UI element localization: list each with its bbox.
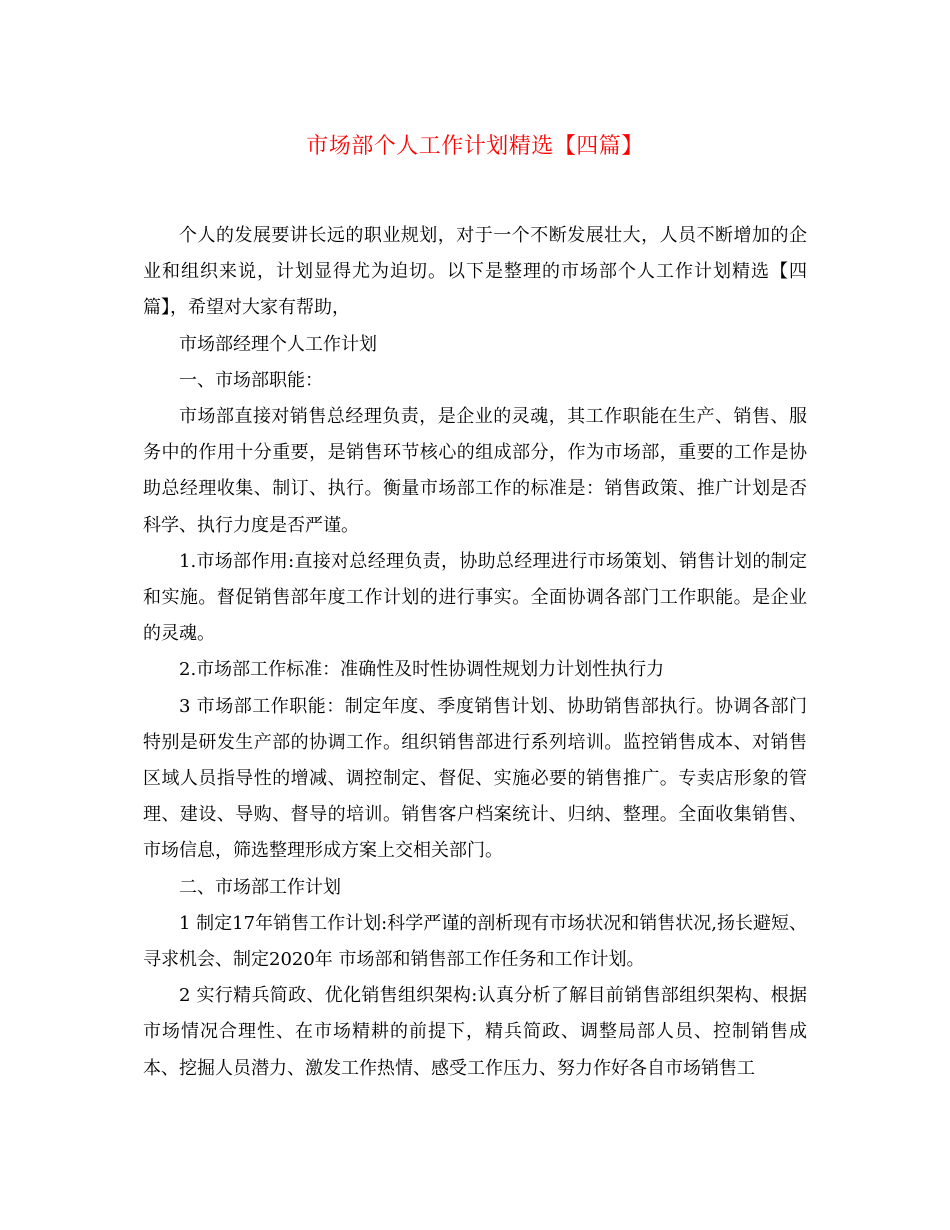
- paragraph: 二、市场部工作计划: [179, 876, 341, 898]
- paragraph: 2 实行精兵简政、优化销售组织架构:认真分析了解目前销售部组织架构、根据市场情况合理性、在市场精耕的前提下，精兵简政、调整局部人员、控制销售成本、挖掘人员潜力、激发工作热情、感受工作压力、努力作好各自市场销售工: [143, 985, 807, 1079]
- paragraph: 市场部直接对销售总经理负责，是企业的灵魂，其工作职能在生产、销售、服务中的作用十分重要，是销售环节核心的组成部分，作为市场部，重要的工作是协助总经理收集、制订、执行。衡量市场部工作的标准是：销售政策、推广计划是否科学、执行力度是否严谨。: [143, 406, 807, 536]
- paragraph: 一、市场部职能：: [179, 369, 323, 391]
- paragraph: 2.市场部工作标准：准确性及时性协调性规划力计划性执行力: [179, 659, 665, 681]
- paragraph: 1 制定17年销售工作计划:科学严谨的剖析现有市场状况和销售状况,扬长避短、寻求机会、制定2020年 市场部和销售部工作任务和工作计划。: [143, 912, 807, 971]
- paragraph: 市场部经理个人工作计划: [179, 333, 377, 355]
- paragraph: 1.市场部作用:直接对总经理负责，协助总经理进行市场策划、销售计划的制定和实施。督促销售部年度工作计划的进行事实。全面协调各部门工作职能。是企业的灵魂。: [143, 550, 807, 645]
- paragraph: 个人的发展要讲长远的职业规划，对于一个不断发展壮大，人员不断增加的企业和组织来说，计划显得尤为迫切。以下是整理的市场部个人工作计划精选【四篇】，希望对大家有帮助，: [143, 225, 807, 319]
- paragraph: 3 市场部工作职能：制定年度、季度销售计划、协助销售部执行。协调各部门特别是研发生产部的协调工作。组织销售部进行系列培训。监控销售成本、对销售区域人员指导性的增减、调控制定、督促、实施必要的销售推广。专卖店形象的管理、建设、导购、督导的培训。销售客户档案统计、归纳、整理。全面收集销售、市场信息，筛选整理形成方案上交相关部门。: [143, 695, 807, 862]
- document-body: [143, 218, 807, 1087]
- document-title: 市场部个人工作计划精选【四篇】: [306, 134, 644, 159]
